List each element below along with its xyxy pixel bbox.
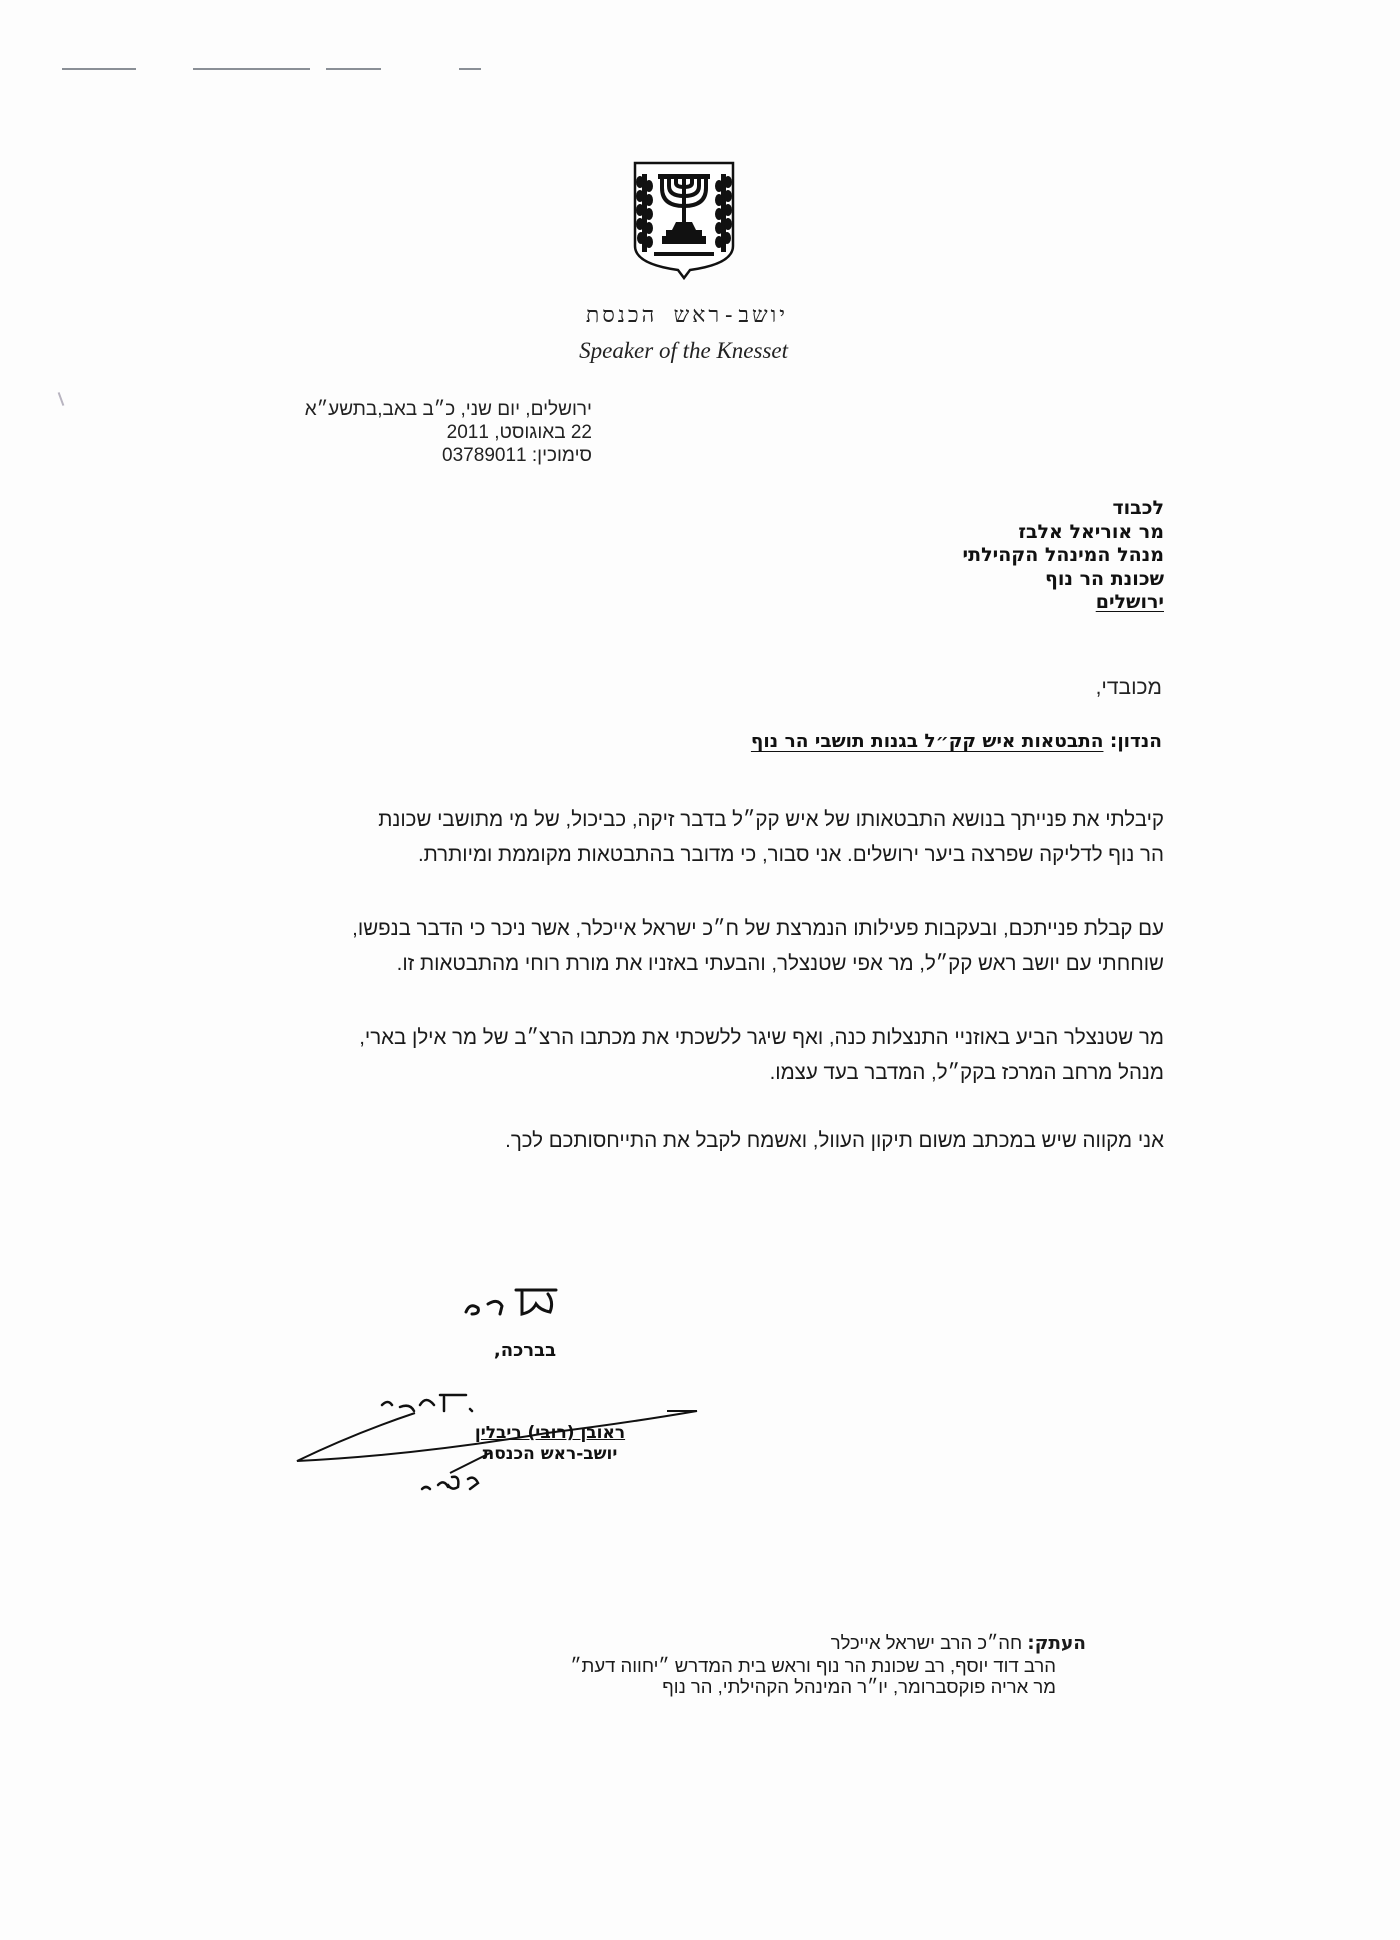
signer-name: ראובן (רובי) ריבלין: [474, 1423, 626, 1443]
body-line: מנהל מרחב המרכז בקק״ל, המדבר בעד עצמו.: [769, 1061, 1164, 1084]
date-block: [192, 398, 592, 467]
subject-line: [751, 731, 1162, 752]
hebrew-date: ירושלים, יום שני, כ״ב באב,בתשע״א: [304, 399, 592, 420]
scan-artifact-line: [459, 68, 481, 70]
handwritten-greeting-icon: [458, 1282, 568, 1322]
body-paragraph: [204, 1020, 1164, 1090]
recipient-neighborhood: שכונת הר נוף: [1045, 567, 1164, 590]
body-line: הר נוף לדליקה שפרצה ביער ירושלים. אני סבור, כי מדובר בהתבטאות מקוממת ומיותרת.: [417, 843, 1164, 866]
letterhead-title-english: Speaker of the Knesset: [579, 338, 788, 363]
gregorian-date: 22 באוגוסט, 2011: [446, 422, 592, 443]
body-line: אני מקווה שיש במכתב משום תיקון העוול, ואשמח לקבל את התייחסותכם לכך.: [505, 1129, 1164, 1152]
recipient-title: מנהל המינהל הקהילתי: [962, 544, 1164, 566]
cc-block: [386, 1632, 1086, 1698]
scan-artifact-line: [62, 68, 136, 70]
signer-block: [400, 1423, 700, 1465]
recipient-block: [664, 497, 1164, 615]
body-line: קיבלתי את פנייתך בנושא התבטאותו של איש קק״ל בדבר זיקה, כביכול, של מי מתושבי שכונת: [378, 808, 1164, 831]
body-line: שוחחתי עם יושב ראש קק״ל, מר אפי שטנצלר, והבעתי באזניו את מורת רוחי מהתבטאות זו.: [396, 952, 1164, 975]
scan-artifact-line: [326, 68, 381, 70]
body-line: מר שטנצלר הביע באוזניי התנצלות כנה, ואף שיגר ללשכתי את מכתבו הרצ״ב של מר אילן בארי,: [359, 1026, 1164, 1049]
body-paragraph: [204, 1123, 1164, 1158]
greeting: מכובדי,: [1095, 676, 1162, 699]
signer-role: יושב-ראש הכנסת: [482, 1444, 618, 1464]
recipient-salutation: לכבוד: [1112, 497, 1164, 519]
body-paragraph: [204, 911, 1164, 981]
letterhead-title-hebrew: יושב-ראש הכנסת: [585, 303, 788, 328]
recipient-city: ירושלים: [1095, 591, 1164, 613]
subject-label: הנדון:: [1109, 731, 1162, 752]
cc-recipient: הרב דוד יוסף, רב שכונת הר נוף וראש בית המדרש ״יחווה דעת״: [570, 1654, 1056, 1676]
menorah-emblem-icon: [632, 160, 736, 282]
cc-recipient: מר אריה פוקסברומר, יו״ר המינהל הקהילתי, הר נוף: [662, 1676, 1056, 1697]
subject-text: התבטאות איש קק״ל בגנות תושבי הר נוף: [750, 731, 1104, 752]
scan-artifact-mark: [58, 392, 65, 406]
body-line: עם קבלת פנייתכם, ובעקבות פעילותו הנמרצת של ח״כ ישראל אייכלר, אשר ניכר כי הדבר בנפשו,: [352, 917, 1164, 940]
scan-artifact-line: [193, 68, 310, 70]
cc-recipient: חה״כ הרב ישראל אייכלר: [830, 1632, 1023, 1653]
recipient-name: מר אוריאל אלבז: [1018, 520, 1164, 543]
body-paragraph: [204, 802, 1164, 872]
cc-label: העתק:: [1027, 1633, 1086, 1654]
closing: בברכה,: [493, 1340, 557, 1361]
reference-number: סימוכין: 03789011: [442, 445, 592, 466]
